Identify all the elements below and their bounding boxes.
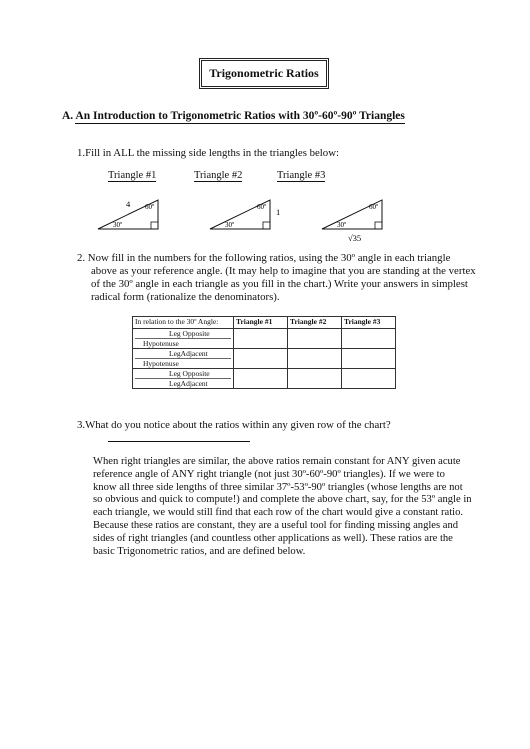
- page-title: Trigonometric Ratios: [209, 66, 319, 80]
- triangle-1-left-angle: 30º: [113, 221, 123, 229]
- table-row: [133, 369, 396, 389]
- answer-cell[interactable]: [342, 369, 396, 389]
- triangle-2: [206, 196, 288, 232]
- ratio-label: [133, 329, 234, 349]
- answer-cell[interactable]: [288, 329, 342, 349]
- paragraph-line: sides of right triangles (and countless other applications as well). These ratios are the: [93, 532, 453, 544]
- paragraph-line: reference angle of ANY right triangle (not just 30º-60º-90º triangles). If we were to: [93, 468, 445, 480]
- triangle-3-bottom-leg: √35: [348, 233, 362, 243]
- ratio-denominator: LegAdjacent: [169, 379, 208, 388]
- triangle-1-top-angle: 60º: [145, 203, 155, 211]
- answer-cell[interactable]: [288, 349, 342, 369]
- question-2-line: above as your reference angle. (It may help to imagine that you are standing at the vertex: [91, 265, 476, 277]
- table-column-3: Triangle #3: [342, 317, 396, 329]
- ratio-numerator: Leg Opposite: [135, 369, 231, 379]
- table-column-2: Triangle #2: [288, 317, 342, 329]
- triangle-3-left-angle: 30º: [337, 221, 347, 229]
- triangle-1: [94, 196, 164, 232]
- answer-cell[interactable]: [234, 329, 288, 349]
- answer-cell[interactable]: [234, 369, 288, 389]
- answer-cell[interactable]: [342, 329, 396, 349]
- ratio-label: [133, 369, 234, 389]
- question-2-line: radical form (rationalize the denominators).: [91, 291, 280, 303]
- section-a-prefix: A.: [62, 110, 76, 122]
- table-header-label: In relation to the 30º Angle:: [133, 317, 234, 329]
- paragraph-line: When right triangles are similar, the above ratios remain constant for ANY given acute: [93, 456, 461, 467]
- answer-cell[interactable]: [342, 349, 396, 369]
- triangle-1-hypotenuse: 4: [126, 199, 131, 209]
- ratio-numerator: LegAdjacent: [135, 349, 231, 359]
- paragraph-line: each triangle, we would still find that each row of the chart would give a constant ratio.: [93, 507, 464, 519]
- triangle-label-1: Triangle #1: [108, 170, 157, 181]
- question-3: 3.What do you notice about the ratios within any given row of the chart?: [77, 419, 391, 431]
- question-1: 1.Fill in ALL the missing side lengths in the triangles below:: [77, 147, 340, 159]
- section-a-heading: [62, 110, 405, 122]
- ratio-numerator: Leg Opposite: [135, 329, 231, 339]
- paragraph-line: so obvious and quick to compute!) and complete the above chart, say, for the 53º angle in: [93, 494, 472, 506]
- question-2-line: 2. Now fill in the numbers for the following ratios, using the 30º angle in each triangle: [77, 252, 451, 264]
- table-row: [133, 349, 396, 369]
- table-column-1: Triangle #1: [234, 317, 288, 329]
- triangle-2-left-angle: 30º: [225, 221, 235, 229]
- table-row: [133, 329, 396, 349]
- question-2: [77, 252, 476, 304]
- triangle-3-top-angle: 60º: [369, 203, 379, 211]
- ratio-label: [133, 349, 234, 369]
- paragraph-line: basic Trigonometric ratios, and are defined below.: [93, 545, 306, 557]
- answer-cell[interactable]: [288, 369, 342, 389]
- triangle-label-2: Triangle #2: [194, 170, 243, 181]
- ratio-table: [132, 316, 396, 389]
- triangle-label-3: Triangle #3: [277, 170, 326, 181]
- triangle-2-top-angle: 60º: [257, 203, 267, 211]
- section-a-title: An Introduction to Trigonometric Ratios with 30º-60º-90º Triangles: [75, 110, 405, 122]
- ratio-denominator: Hypotenuse: [143, 339, 179, 348]
- paragraph-line: Because these ratios are constant, they are a useful tool for finding missing angles and: [93, 519, 459, 531]
- question-2-line: of the 30º angle in each triangle as you fill in the chart.) Write your answers in simplest: [91, 278, 468, 290]
- triangle-3: [318, 196, 388, 246]
- table-header-row: [133, 317, 396, 329]
- ratio-denominator: Hypotenuse: [143, 359, 179, 368]
- triangle-2-right-leg: 1: [276, 207, 281, 217]
- answer-cell[interactable]: [234, 349, 288, 369]
- answer-line[interactable]: [108, 441, 250, 442]
- explanation-paragraph: [93, 456, 473, 558]
- page-title-box: [199, 58, 329, 89]
- paragraph-line: know all three side lengths of three similar 37º-53º-90º triangles (whose lengths are not: [93, 481, 463, 493]
